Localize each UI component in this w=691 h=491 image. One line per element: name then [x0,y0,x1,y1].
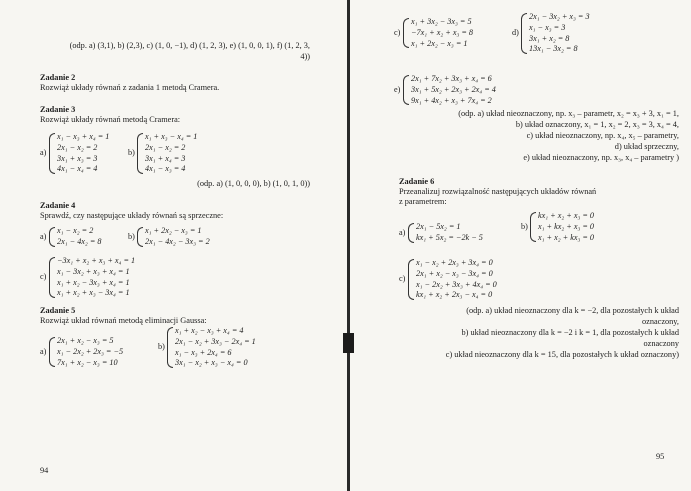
eq: −7x₁ + x₂ + x₃ = 8 [411,27,474,37]
eq: x₁ + x₂ + x₃ − 3x₄ = 1 [57,288,130,298]
z5-text: Rozwiąż układ równań metodą eliminacji Gaussa: [40,316,207,325]
eq: 3x₁ + 5x₂ + 2x₃ + 2x₄ = 4 [411,84,496,94]
eq: x₁ − x₃ + x₄ = 1 [57,132,110,141]
eq: x₁ − x₃ = 3 [529,22,566,32]
z5-answer-1: (odp. a) układ nieoznaczony, np. x₃ – parametr, x₂ = x₃ + 3, x₁ = 1, [458,109,679,118]
eq: 2x₁ − 3x₂ + x₃ = 3 [529,12,590,21]
z6-answer-4: oznaczony [643,339,679,348]
z3-text: Rozwiąż układy równań metodą Cramera: [40,115,181,124]
eq: x₁ − 2x₂ + 2x₃ = −5 [57,346,124,356]
eq: x₁ − x₂ = 2 [57,226,94,235]
eq: 9x₁ + 4x₂ + x₃ + 7x₄ = 2 [411,95,492,105]
z5-title: Zadanie 5 [40,306,76,315]
z6-text-1: Przeanalizuj rozwiązalność następujących układów równań [399,187,597,196]
eq: x₁ + 2x₂ − x₃ = 1 [145,226,202,235]
book-spine [347,0,350,491]
eq: x₁ + x₃ − x₄ = 1 [145,132,198,141]
eq: 2x₁ − 5x₂ = 1 [416,222,461,231]
eq: x₁ + x₂ − x₃ + x₄ = 4 [175,326,244,335]
eq: x₁ + kx₂ + x₃ = 0 [538,221,595,231]
eq: 7x₁ + x₂ − x₃ = 10 [57,357,118,367]
system-z4b: b) x₁ + 2x₂ − x₃ = 1 2x₁ − 4x₂ − 3x₃ = 2 [128,226,210,246]
eq: kx₁ + 5x₂ = −2k − 5 [416,232,483,242]
eq: 4x₁ − x₄ = 4 [57,164,98,174]
system-z3a: a) x₁ − x₃ + x₄ = 1 2x₁ − x₂ = 2 3x₁ + x₃ = 3 4x₁ − x₄ = 4 [40,132,110,174]
eq: x₁ + 3x₂ − 3x₃ = 5 [411,17,472,26]
eq: kx₁ + x₂ + x₃ = 0 [538,211,595,220]
eq: 2x₁ − x₂ = 2 [145,142,186,152]
z6-title: Zadanie 6 [399,177,435,186]
eq: 3x₁ + x₄ = 3 [145,153,186,163]
eq: 3x₁ + x₃ = 3 [57,153,98,163]
z6-text-2: z parametrem: [399,197,447,206]
z5-answer-3: c) układ nieoznaczony, np. x₄, x₅ – parametry, [526,131,679,140]
eq: 2x₁ − 4x₂ = 8 [57,236,102,246]
eq: 2x₁ − x₂ = 2 [57,142,98,152]
eq: 2x₁ + 7x₂ + 3x₃ + x₄ = 6 [411,74,492,83]
eq: 2x₁ + x₂ − x₃ = 5 [57,336,114,345]
eq: 13x₁ − 3x₂ = 8 [529,44,578,54]
system-z5b: b) x₁ + x₂ − x₃ + x₄ = 4 2x₁ − x₂ + 3x₃ − 2x₄ = 1 x₁ − x₃ + 2x₄ = 6 3x₁ − x₂ + x₃ − x₄ = 0 [158,326,256,368]
eq: x₁ − x₃ + 2x₄ = 6 [175,347,232,357]
z2-title: Zadanie 2 [40,73,76,82]
eq: 4x₁ − x₃ = 4 [145,164,186,174]
eq: −3x₁ + x₂ + x₃ + x₄ = 1 [57,256,136,265]
z3-title: Zadanie 3 [40,105,76,114]
z4-text: Sprawdź, czy następujące układy równań są sprzeczne: [40,211,224,220]
eq: 2x₁ + x₂ − x₃ − 3x₄ = 0 [416,268,493,278]
eq: 3x₁ + x₂ = 8 [529,33,570,43]
eq: x₁ + x₂ − 3x₃ + x₄ = 1 [57,277,130,287]
eq: x₁ + x₂ + kx₃ = 0 [538,232,595,242]
system-z4a: a) x₁ − x₂ = 2 2x₁ − 4x₂ = 8 [40,226,102,246]
eq: 3x₁ − x₂ + x₃ − x₄ = 0 [175,358,248,368]
page-number-right: 95 [656,452,665,461]
system-z5c: c) x₁ + 3x₂ − 3x₃ = 5 −7x₁ + x₂ + x₃ = 8 x₁ + 2x₂ − x₃ = 1 [394,17,474,48]
z6-answer-1: (odp. a) układ nieoznaczony dla k = −2, dla pozostałych k układ [466,306,679,315]
z6-answer-5: c) układ nieoznaczony dla k = 15, dla pozostałych k układ oznaczony) [445,350,679,359]
answers-1-line-2: 4)) [300,52,310,61]
eq: x₁ − 3x₂ + x₃ + x₄ = 1 [57,266,130,276]
eq: kx₁ + x₂ + 2x₃ − x₄ = 0 [416,290,493,300]
system-z6b: b) kx₁ + x₂ + x₃ = 0 x₁ + kx₂ + x₃ = 0 x₁ + x₂ + kx₃ = 0 [521,211,595,242]
z4-title: Zadanie 4 [40,201,76,210]
z2-text: Rozwiąż układy równań z zadania 1 metodą Cramera. [40,83,220,92]
z5-answer-2: b) układ oznaczony, x₁ = 1, x₂ = 2, x₃ = 3, x₄ = 4, [515,120,679,129]
system-z4c: c) −3x₁ + x₂ + x₃ + x₄ = 1 x₁ − 3x₂ + x₃ + x₄ = 1 x₁ + x₂ − 3x₃ + x₄ = 1 x₁ + x₂ + x₃ − 3x₄ = 1 [40,256,136,298]
z3-answer: (odp. a) (1, 0, 0, 0), b) (1, 0, 1, 0)) [197,179,310,188]
right-page [349,0,691,491]
system-z5d: d) 2x₁ − 3x₂ + x₃ = 3 x₁ − x₃ = 3 3x₁ + x₂ = 8 13x₁ − 3x₂ = 8 [512,12,590,54]
system-z6a: a) 2x₁ − 5x₂ = 1 kx₁ + 5x₂ = −2k − 5 [399,222,483,242]
z6-answer-3: b) układ nieoznaczony dla k = −2 i k = 1, dla pozostałych k układ [461,328,679,337]
eq: x₁ + 2x₂ − x₃ = 1 [411,38,468,48]
answers-1-line-1: (odp. a) (3,1), b) (2,3), c) (1, 0, −1), d) (1, 2, 3), e) (1, 0, 0, 1), f) (1, 2, 3, [69,41,310,50]
eq: x₁ − x₂ + 2x₃ + 3x₄ = 0 [416,258,493,267]
system-z5a: a) 2x₁ + x₂ − x₃ = 5 x₁ − 2x₂ + 2x₃ = −5 7x₁ + x₂ − x₃ = 10 [40,336,124,367]
page-number-left: 94 [40,466,49,475]
system-z5e: e) 2x₁ + 7x₂ + 3x₃ + x₄ = 6 3x₁ + 5x₂ + 2x₃ + 2x₄ = 4 9x₁ + 4x₂ + x₃ + 7x₄ = 2 [394,74,496,105]
page-tab-marker [343,333,354,353]
eq: 2x₁ − 4x₂ − 3x₃ = 2 [145,236,210,246]
z5-answer-4: d) układ sprzeczny, [614,142,679,151]
eq: 2x₁ − x₂ + 3x₃ − 2x₄ = 1 [175,336,256,346]
system-z6c: c) x₁ − x₂ + 2x₃ + 3x₄ = 0 2x₁ + x₂ − x₃ − 3x₄ = 0 x₁ − 2x₂ + 3x₃ + 4x₄ = 0 kx₁ + x₂ + 2x₃ − x₄ = 0 [399,258,497,300]
system-z3b: b) x₁ + x₃ − x₄ = 1 2x₁ − x₂ = 2 3x₁ + x₄ = 3 4x₁ − x₃ = 4 [128,132,198,174]
eq: x₁ − 2x₂ + 3x₃ + 4x₄ = 0 [416,279,497,289]
z5-answer-5: e) układ nieoznaczony, np. x₃, x₄ – parametry ) [523,153,679,162]
z6-answer-2: oznaczony, [641,317,679,326]
